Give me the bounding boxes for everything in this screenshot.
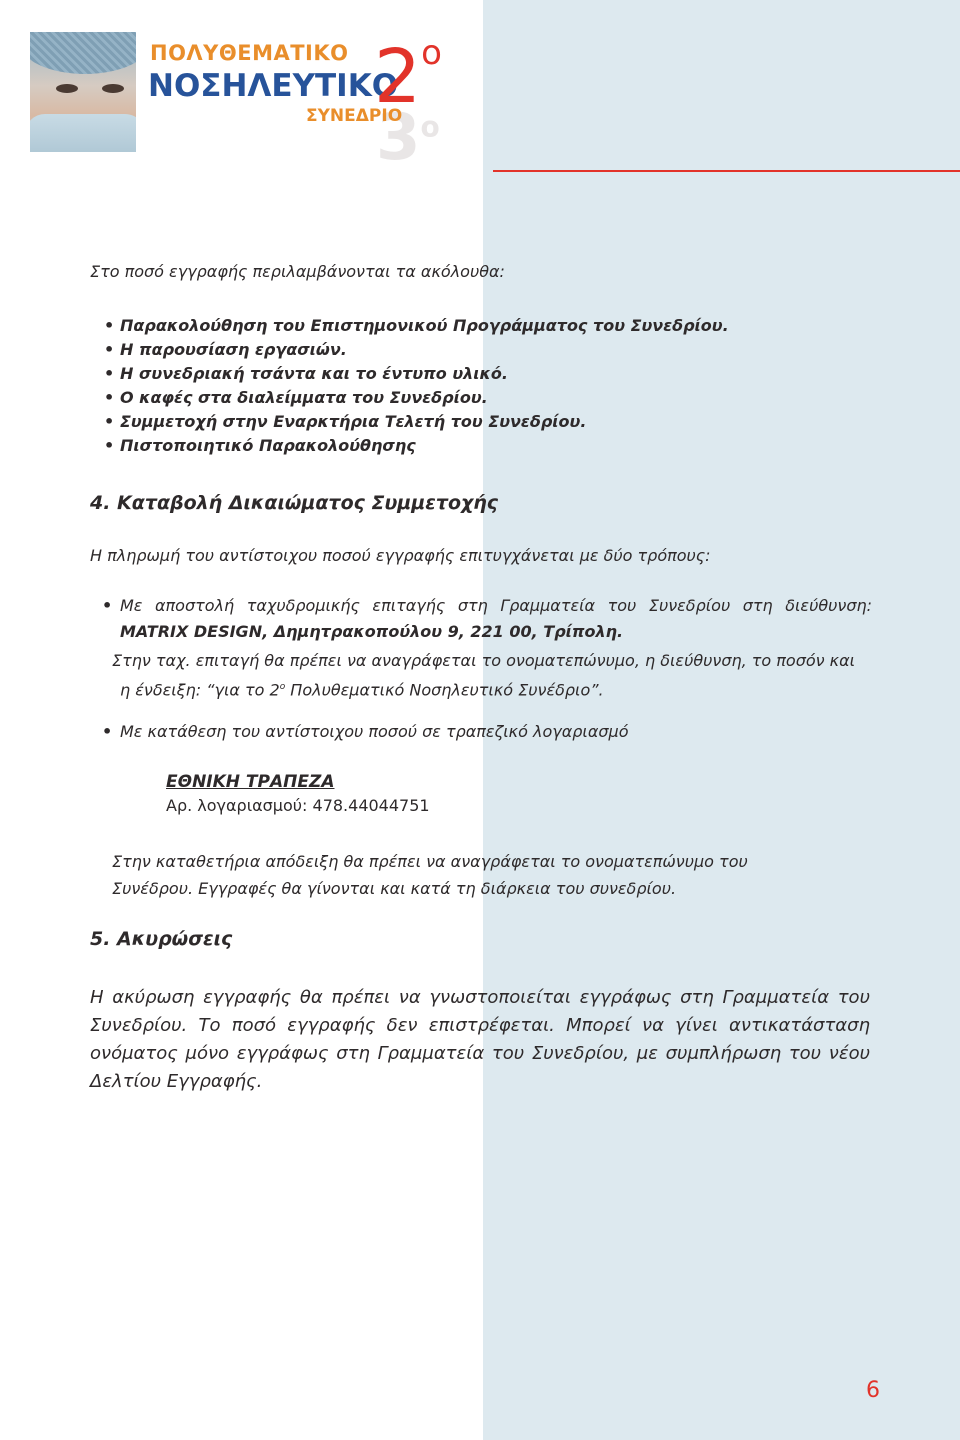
right-background-panel: [483, 0, 960, 1440]
bank-name: ΕΘΝΙΚΗ ΤΡΑΠΕΖΑ: [166, 772, 335, 792]
bank-option-text: Με κατάθεση του αντίστοιχου ποσού σε τραπεζικό λογαριασμό: [120, 722, 629, 741]
cancellations-text: Η ακύρωση εγγραφής θα πρέπει να γνωστοποιείται εγγράφως στη Γραμματεία του Συνεδρίου. Το ποσό εγγραφής δεν επιστρέφεται. Μπορεί να γίνει αντικατάσταση ονόματος μόνο εγγράφως στη Γραμματεία του Συνεδρίου, με συμπλήρωση του νέου Δελτίου Εγγραφής.: [90, 987, 870, 1092]
logo-ghost-number: $3^o$: [376, 101, 440, 175]
list-item: • Η συνεδριακή τσάντα και το έντυπο υλικό.: [104, 362, 729, 386]
congress-logo: [30, 32, 470, 175]
bank-details: [166, 772, 430, 815]
list-item: • Η παρουσίαση εργασιών.: [104, 338, 729, 362]
payment-intro: Η πληρωμή του αντίστοιχου ποσού εγγραφής επιτυγχάνεται με δύο τρόπους:: [90, 546, 711, 565]
postal-note: Στην ταχ. επιταγή θα πρέπει να αναγράφεται το ονοματεπώνυμο, η διεύθυνση, το ποσόν και η ένδειξη: “για το $2^o$ Πολυθεματικό Νοσηλευτικό Συνέδριο”.: [112, 651, 856, 700]
list-item: • Πιστοποιητικό Παρακολούθησης: [104, 434, 729, 458]
postal-option-text: Με αποστολή ταχυδρομικής επιταγής στη Γραμματεία του Συνεδρίου στη διεύθυνση:: [120, 596, 872, 615]
logo-line-1: ΠΟΛΥΘΕΜΑΤΙΚΟ: [150, 41, 349, 65]
page-number: 6: [866, 1378, 880, 1403]
bank-account-number: Αρ. λογαριασμού: 478.44044751: [166, 796, 430, 815]
nurse-photo: [30, 32, 136, 152]
postal-address: MATRIX DESIGN, Δημητρακοπούλου 9, 221 00, Τρίπολη.: [120, 622, 624, 641]
logo-number: $2^o$: [374, 33, 442, 120]
logo-line-3: ΣΥΝΕΔΡΙΟ: [306, 106, 403, 126]
header-rule: [493, 170, 960, 172]
logo-line-2: ΝΟΣΗΛΕΥΤΙΚΟ: [148, 68, 399, 104]
list-item: • Συμμετοχή στην Εναρκτήρια Τελετή του Συνεδρίου.: [104, 410, 729, 434]
list-item: • Ο καφές στα διαλείμματα του Συνεδρίου.: [104, 386, 729, 410]
receipt-note: Στην καταθετήρια απόδειξη θα πρέπει να αναγράφεται το ονοματεπώνυμο του Συνέδρου. Εγγραφές θα γίνονται και κατά τη διάρκεια του συνεδρίου.: [112, 852, 748, 898]
list-item: • Παρακολούθηση του Επιστημονικού Προγράμματος του Συνεδρίου.: [104, 314, 729, 338]
registration-intro: Στο ποσό εγγραφής περιλαμβάνονται τα ακόλουθα:: [90, 262, 505, 281]
registration-includes-list: [104, 314, 729, 458]
section-heading-payment: 4. Καταβολή Δικαιώματος Συμμετοχής: [90, 492, 499, 514]
section-heading-cancellations: 5. Ακυρώσεις: [90, 928, 233, 950]
bullet-icon: •: [102, 722, 113, 741]
bullet-icon: •: [102, 596, 113, 615]
